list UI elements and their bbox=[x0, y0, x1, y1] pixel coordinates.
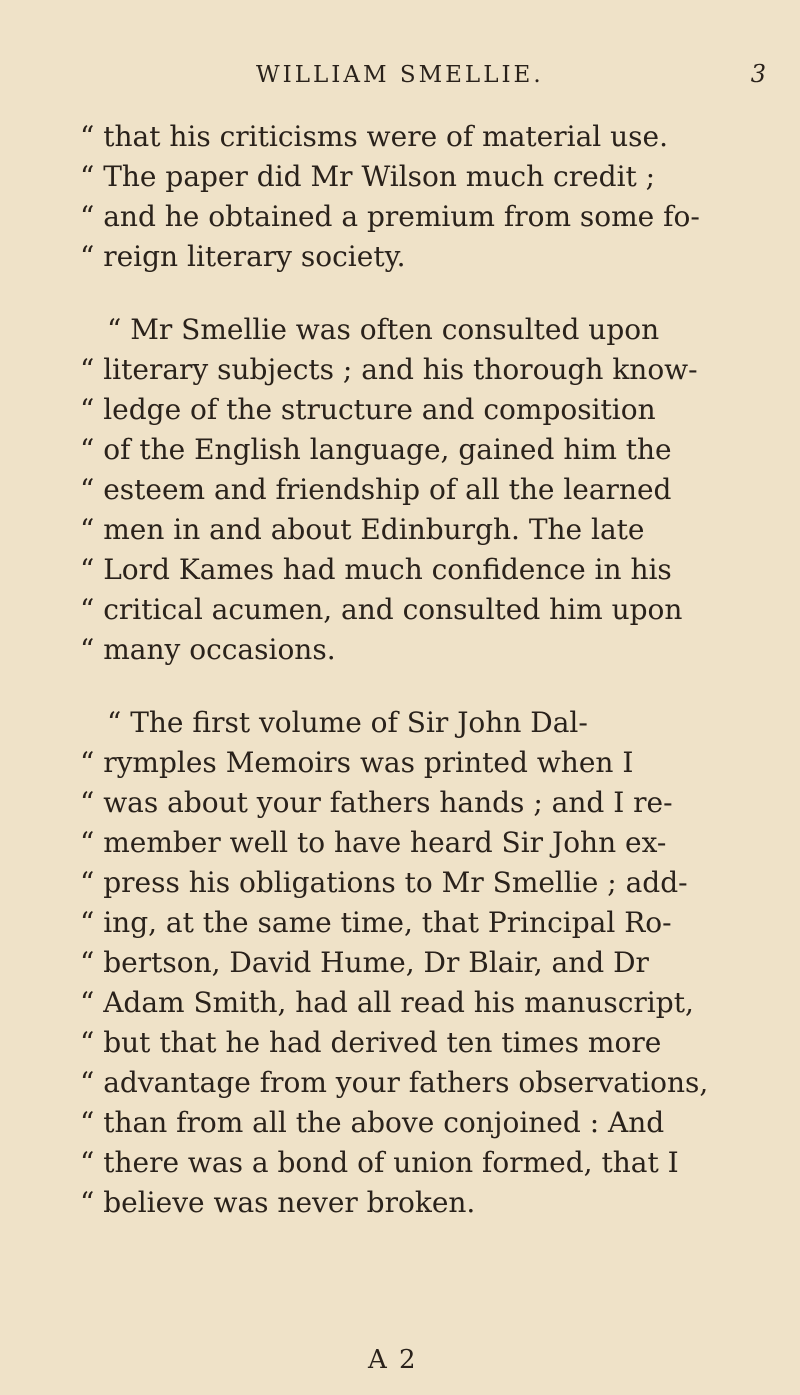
text-line: “ esteem and friendship of all the learned bbox=[80, 473, 672, 506]
page-number: 3 bbox=[750, 60, 766, 88]
text-line: “ and he obtained a premium from some fo- bbox=[80, 200, 700, 233]
paragraph-1 bbox=[80, 117, 720, 277]
text-line: “ Adam Smith, had all read his manuscript, bbox=[80, 986, 694, 1019]
body-text bbox=[80, 117, 720, 1223]
text-line: “ Lord Kames had much confidence in his bbox=[80, 553, 672, 586]
text-line: “ than from all the above conjoined : And bbox=[80, 1106, 665, 1139]
text-line: “ there was a bond of union formed, that I bbox=[80, 1146, 679, 1179]
text-line: “ critical acumen, and consulted him upon bbox=[80, 593, 683, 626]
text-line: “ that his criticisms were of material use. bbox=[80, 120, 668, 153]
text-line: “ believe was never broken. bbox=[80, 1186, 476, 1219]
text-line: “ reign literary society. bbox=[80, 240, 406, 273]
signature-mark: A 2 bbox=[368, 1345, 418, 1375]
text-line: “ The paper did Mr Wilson much credit ; bbox=[80, 160, 656, 193]
running-header bbox=[256, 62, 766, 88]
text-line: “ but that he had derived ten times more bbox=[80, 1026, 662, 1059]
text-line: “ rymples Memoirs was printed when I bbox=[80, 746, 634, 779]
text-line: “ many occasions. bbox=[80, 633, 336, 666]
text-line: “ member well to have heard Sir John ex- bbox=[80, 826, 667, 859]
paragraph-2 bbox=[80, 310, 720, 670]
text-line: “ Mr Smellie was often consulted upon bbox=[107, 313, 660, 346]
text-line: “ bertson, David Hume, Dr Blair, and Dr bbox=[80, 946, 649, 979]
paragraph-3 bbox=[80, 703, 720, 1223]
text-line: “ of the English language, gained him the bbox=[80, 433, 672, 466]
text-line: “ was about your fathers hands ; and I re- bbox=[80, 786, 673, 819]
running-title: WILLIAM SMELLIE. bbox=[256, 62, 544, 88]
text-line: “ press his obligations to Mr Smellie ; add- bbox=[80, 866, 688, 899]
text-line: “ ledge of the structure and composition bbox=[80, 393, 656, 426]
text-line: “ ing, at the same time, that Principal Ro- bbox=[80, 906, 672, 939]
text-line: “ The first volume of Sir John Dal- bbox=[107, 706, 588, 739]
text-line: “ advantage from your fathers observations, bbox=[80, 1066, 709, 1099]
text-line: “ men in and about Edinburgh. The late bbox=[80, 513, 645, 546]
text-line: “ literary subjects ; and his thorough know- bbox=[80, 353, 698, 386]
